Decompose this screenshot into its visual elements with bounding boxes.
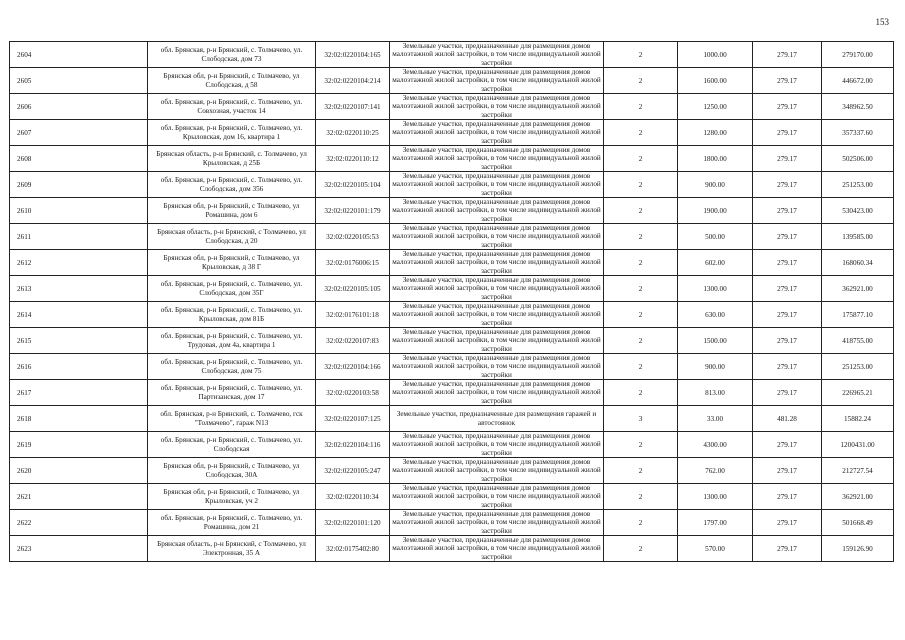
address-cell: обл. Брянская, р-н Брянский, с. Толмачево, ул. Крыловская, дом 16, квартира 1	[148, 120, 316, 146]
land-use-cell: Земельные участки, предназначенные для размещения домов малоэтажной жилой застройки, в том числе индивидуальной жилой застройки	[390, 94, 604, 120]
area-cell: 1797.00	[678, 510, 753, 536]
cadastral-number-cell: 32:02:0220104:165	[316, 42, 390, 68]
table-body	[10, 42, 894, 562]
address-cell: обл. Брянская, р-н Брянский, с. Толмачево, ул. Трудовая, дом 4а, квартира 1	[148, 328, 316, 354]
cadastral-value-cell: 251253.00	[822, 172, 894, 198]
land-use-cell: Земельные участки, предназначенные для размещения домов малоэтажной жилой застройки, в том числе индивидуальной жилой застройки	[390, 484, 604, 510]
group-cell: 2	[604, 146, 678, 172]
rate-cell: 279.17	[753, 354, 822, 380]
cadastral-value-table	[9, 41, 894, 562]
land-use-cell: Земельные участки, предназначенные для размещения домов малоэтажной жилой застройки, в том числе индивидуальной жилой застройки	[390, 172, 604, 198]
area-cell: 762.00	[678, 458, 753, 484]
cadastral-number-cell: 32:02:0220103:58	[316, 380, 390, 406]
cadastral-value-cell: 139585.00	[822, 224, 894, 250]
table-row	[10, 380, 894, 406]
group-cell: 2	[604, 172, 678, 198]
row-number-cell: 2609	[10, 172, 148, 198]
table-row	[10, 276, 894, 302]
area-cell: 900.00	[678, 172, 753, 198]
rate-cell: 279.17	[753, 432, 822, 458]
cadastral-value-cell: 357337.60	[822, 120, 894, 146]
cadastral-value-cell: 362921.00	[822, 276, 894, 302]
cadastral-number-cell: 32:02:0220110:34	[316, 484, 390, 510]
area-cell: 1250.00	[678, 94, 753, 120]
rate-cell: 279.17	[753, 224, 822, 250]
table-row	[10, 458, 894, 484]
row-number-cell: 2617	[10, 380, 148, 406]
land-use-cell: Земельные участки, предназначенные для размещения домов малоэтажной жилой застройки, в том числе индивидуальной жилой застройки	[390, 120, 604, 146]
table-row	[10, 172, 894, 198]
area-cell: 33.00	[678, 406, 753, 432]
area-cell: 1300.00	[678, 484, 753, 510]
cadastral-number-cell: 32:02:0220105:53	[316, 224, 390, 250]
cadastral-number-cell: 32:02:0220101:179	[316, 198, 390, 224]
group-cell: 2	[604, 536, 678, 562]
address-cell: Брянская область, р-н Брянский, с. Толмачево, ул Крыловская, д 25Б	[148, 146, 316, 172]
land-use-cell: Земельные участки, предназначенные для размещения домов малоэтажной жилой застройки, в том числе индивидуальной жилой застройки	[390, 276, 604, 302]
land-use-cell: Земельные участки, предназначенные для размещения домов малоэтажной жилой застройки, в том числе индивидуальной жилой застройки	[390, 224, 604, 250]
table-row	[10, 42, 894, 68]
cadastral-number-cell: 32:02:0220110:25	[316, 120, 390, 146]
cadastral-value-cell: 212727.54	[822, 458, 894, 484]
table-row	[10, 328, 894, 354]
table-row	[10, 120, 894, 146]
group-cell: 2	[604, 510, 678, 536]
group-cell: 2	[604, 432, 678, 458]
address-cell: Брянская обл, р-н Брянский, с Толмачево, ул Крыловская, д 38 Г	[148, 250, 316, 276]
cadastral-value-cell: 530423.00	[822, 198, 894, 224]
cadastral-value-cell: 159126.90	[822, 536, 894, 562]
group-cell: 2	[604, 302, 678, 328]
address-cell: Брянская обл, р-н Брянский, с Толмачево, ул Слободская, 30А	[148, 458, 316, 484]
row-number-cell: 2620	[10, 458, 148, 484]
area-cell: 1900.00	[678, 198, 753, 224]
table-row	[10, 250, 894, 276]
land-use-cell: Земельные участки, предназначенные для размещения домов малоэтажной жилой застройки, в том числе индивидуальной жилой застройки	[390, 198, 604, 224]
address-cell: обл. Брянская, р-н Брянский, с. Толмачево, ул. Ромашина, дом 21	[148, 510, 316, 536]
address-cell: Брянская обл, р-н Брянский, с Толмачево, ул Слободская, д 58	[148, 68, 316, 94]
group-cell: 2	[604, 276, 678, 302]
area-cell: 1000.00	[678, 42, 753, 68]
address-cell: обл. Брянская, р-н Брянский, с. Толмачево, ул. Слободская, дом 75	[148, 354, 316, 380]
address-cell: обл. Брянская, р-н Брянский, с. Толмачево, ул. Партизанская, дом 17	[148, 380, 316, 406]
table-row	[10, 94, 894, 120]
cadastral-value-cell: 251253.00	[822, 354, 894, 380]
table-row	[10, 198, 894, 224]
area-cell: 900.00	[678, 354, 753, 380]
land-use-cell: Земельные участки, предназначенные для размещения домов малоэтажной жилой застройки, в том числе индивидуальной жилой застройки	[390, 510, 604, 536]
table-row	[10, 536, 894, 562]
rate-cell: 279.17	[753, 510, 822, 536]
cadastral-number-cell: 32:02:0220110:12	[316, 146, 390, 172]
cadastral-value-cell: 226965.21	[822, 380, 894, 406]
table-row	[10, 224, 894, 250]
group-cell: 2	[604, 354, 678, 380]
cadastral-number-cell: 32:02:0220107:83	[316, 328, 390, 354]
address-cell: Брянская обл, р-н Брянский, с Толмачево, ул Крыловская, уч 2	[148, 484, 316, 510]
area-cell: 1800.00	[678, 146, 753, 172]
row-number-cell: 2622	[10, 510, 148, 536]
area-cell: 1500.00	[678, 328, 753, 354]
area-cell: 630.00	[678, 302, 753, 328]
cadastral-value-cell: 175877.10	[822, 302, 894, 328]
land-use-cell: Земельные участки, предназначенные для размещения домов малоэтажной жилой застройки, в том числе индивидуальной жилой застройки	[390, 458, 604, 484]
cadastral-value-cell: 502506.00	[822, 146, 894, 172]
cadastral-number-cell: 32:02:0175402:80	[316, 536, 390, 562]
rate-cell: 279.17	[753, 68, 822, 94]
page-number: 153	[875, 17, 889, 27]
area-cell: 1600.00	[678, 68, 753, 94]
group-cell: 2	[604, 328, 678, 354]
row-number-cell: 2614	[10, 302, 148, 328]
rate-cell: 481.28	[753, 406, 822, 432]
row-number-cell: 2618	[10, 406, 148, 432]
address-cell: Брянская обл, р-н Брянский, с Толмачево, ул Ромашина, дом 6	[148, 198, 316, 224]
table-row	[10, 354, 894, 380]
row-number-cell: 2611	[10, 224, 148, 250]
group-cell: 2	[604, 250, 678, 276]
rate-cell: 279.17	[753, 380, 822, 406]
rate-cell: 279.17	[753, 120, 822, 146]
address-cell: Брянская область, р-н Брянский, с Толмачево, ул Слободская, д 20	[148, 224, 316, 250]
area-cell: 602.00	[678, 250, 753, 276]
row-number-cell: 2623	[10, 536, 148, 562]
address-cell: обл. Брянская, р-н Брянский, с. Толмачево, ул. Совхозная, участок 14	[148, 94, 316, 120]
rate-cell: 279.17	[753, 198, 822, 224]
cadastral-value-cell: 1200431.00	[822, 432, 894, 458]
rate-cell: 279.17	[753, 172, 822, 198]
land-use-cell: Земельные участки, предназначенные для размещения домов малоэтажной жилой застройки, в том числе индивидуальной жилой застройки	[390, 250, 604, 276]
cadastral-number-cell: 32:02:0220101:120	[316, 510, 390, 536]
address-cell: обл. Брянская, р-н Брянский, с. Толмачево, ул. Слободская, дом 73	[148, 42, 316, 68]
area-cell: 570.00	[678, 536, 753, 562]
land-use-cell: Земельные участки, предназначенные для размещения домов малоэтажной жилой застройки, в том числе индивидуальной жилой застройки	[390, 380, 604, 406]
group-cell: 2	[604, 458, 678, 484]
table-row	[10, 146, 894, 172]
row-number-cell: 2621	[10, 484, 148, 510]
address-cell: обл. Брянская, р-н Брянский, с. Толмачево, ул. Слободская, дом 35Г	[148, 276, 316, 302]
cadastral-value-cell: 15882.24	[822, 406, 894, 432]
cadastral-number-cell: 32:02:0220107:125	[316, 406, 390, 432]
land-use-cell: Земельные участки, предназначенные для размещения домов малоэтажной жилой застройки, в том числе индивидуальной жилой застройки	[390, 328, 604, 354]
address-cell: обл. Брянская, р-н Брянский, с. Толмачево, ул. Слободская	[148, 432, 316, 458]
land-use-cell: Земельные участки, предназначенные для размещения домов малоэтажной жилой застройки, в том числе индивидуальной жилой застройки	[390, 302, 604, 328]
row-number-cell: 2615	[10, 328, 148, 354]
row-number-cell: 2605	[10, 68, 148, 94]
cadastral-value-cell: 279170.00	[822, 42, 894, 68]
table-row	[10, 406, 894, 432]
rate-cell: 279.17	[753, 536, 822, 562]
cadastral-number-cell: 32:02:0220104:166	[316, 354, 390, 380]
group-cell: 2	[604, 484, 678, 510]
cadastral-value-cell: 348962.50	[822, 94, 894, 120]
land-use-cell: Земельные участки, предназначенные для размещения гаражей и автостоянок	[390, 406, 604, 432]
land-use-cell: Земельные участки, предназначенные для размещения домов малоэтажной жилой застройки, в том числе индивидуальной жилой застройки	[390, 146, 604, 172]
land-use-cell: Земельные участки, предназначенные для размещения домов малоэтажной жилой застройки, в том числе индивидуальной жилой застройки	[390, 432, 604, 458]
row-number-cell: 2612	[10, 250, 148, 276]
rate-cell: 279.17	[753, 94, 822, 120]
cadastral-number-cell: 32:02:0220105:247	[316, 458, 390, 484]
cadastral-number-cell: 32:02:0220104:116	[316, 432, 390, 458]
cadastral-number-cell: 32:02:0220105:105	[316, 276, 390, 302]
rate-cell: 279.17	[753, 250, 822, 276]
row-number-cell: 2613	[10, 276, 148, 302]
cadastral-value-cell: 168060.34	[822, 250, 894, 276]
group-cell: 2	[604, 94, 678, 120]
group-cell: 2	[604, 198, 678, 224]
group-cell: 2	[604, 120, 678, 146]
address-cell: обл. Брянская, р-н Брянский, с. Толмачево, ул. Крыловская, дом 81Б	[148, 302, 316, 328]
cadastral-number-cell: 32:02:0176101:18	[316, 302, 390, 328]
cadastral-value-cell: 362921.00	[822, 484, 894, 510]
land-use-cell: Земельные участки, предназначенные для размещения домов малоэтажной жилой застройки, в том числе индивидуальной жилой застройки	[390, 42, 604, 68]
rate-cell: 279.17	[753, 302, 822, 328]
row-number-cell: 2619	[10, 432, 148, 458]
area-cell: 813.00	[678, 380, 753, 406]
row-number-cell: 2610	[10, 198, 148, 224]
rate-cell: 279.17	[753, 146, 822, 172]
rate-cell: 279.17	[753, 484, 822, 510]
rate-cell: 279.17	[753, 276, 822, 302]
cadastral-number-cell: 32:02:0220104:214	[316, 68, 390, 94]
cadastral-number-cell: 32:02:0176006:15	[316, 250, 390, 276]
cadastral-value-cell: 501668.49	[822, 510, 894, 536]
cadastral-number-cell: 32:02:0220105:104	[316, 172, 390, 198]
rate-cell: 279.17	[753, 328, 822, 354]
land-use-cell: Земельные участки, предназначенные для размещения домов малоэтажной жилой застройки, в том числе индивидуальной жилой застройки	[390, 536, 604, 562]
cadastral-value-cell: 446672.00	[822, 68, 894, 94]
row-number-cell: 2616	[10, 354, 148, 380]
area-cell: 1300.00	[678, 276, 753, 302]
land-use-cell: Земельные участки, предназначенные для размещения домов малоэтажной жилой застройки, в том числе индивидуальной жилой застройки	[390, 68, 604, 94]
table-row	[10, 432, 894, 458]
row-number-cell: 2607	[10, 120, 148, 146]
area-cell: 500.00	[678, 224, 753, 250]
group-cell: 2	[604, 68, 678, 94]
group-cell: 3	[604, 406, 678, 432]
table-row	[10, 68, 894, 94]
group-cell: 2	[604, 380, 678, 406]
group-cell: 2	[604, 224, 678, 250]
address-cell: обл. Брянская, р-н Брянский, с. Толмачево, гск "Толмачево", гараж N13	[148, 406, 316, 432]
table-row	[10, 484, 894, 510]
area-cell: 4300.00	[678, 432, 753, 458]
table-row	[10, 510, 894, 536]
address-cell: Брянская область, р-н Брянский, с Толмачево, ул Электронная, 35 А	[148, 536, 316, 562]
rate-cell: 279.17	[753, 42, 822, 68]
table-row	[10, 302, 894, 328]
land-use-cell: Земельные участки, предназначенные для размещения домов малоэтажной жилой застройки, в том числе индивидуальной жилой застройки	[390, 354, 604, 380]
row-number-cell: 2604	[10, 42, 148, 68]
cadastral-value-cell: 418755.00	[822, 328, 894, 354]
group-cell: 2	[604, 42, 678, 68]
cadastral-number-cell: 32:02:0220107:141	[316, 94, 390, 120]
area-cell: 1280.00	[678, 120, 753, 146]
row-number-cell: 2608	[10, 146, 148, 172]
rate-cell: 279.17	[753, 458, 822, 484]
address-cell: обл. Брянская, р-н Брянский, с. Толмачево, ул. Слободская, дом 356	[148, 172, 316, 198]
row-number-cell: 2606	[10, 94, 148, 120]
